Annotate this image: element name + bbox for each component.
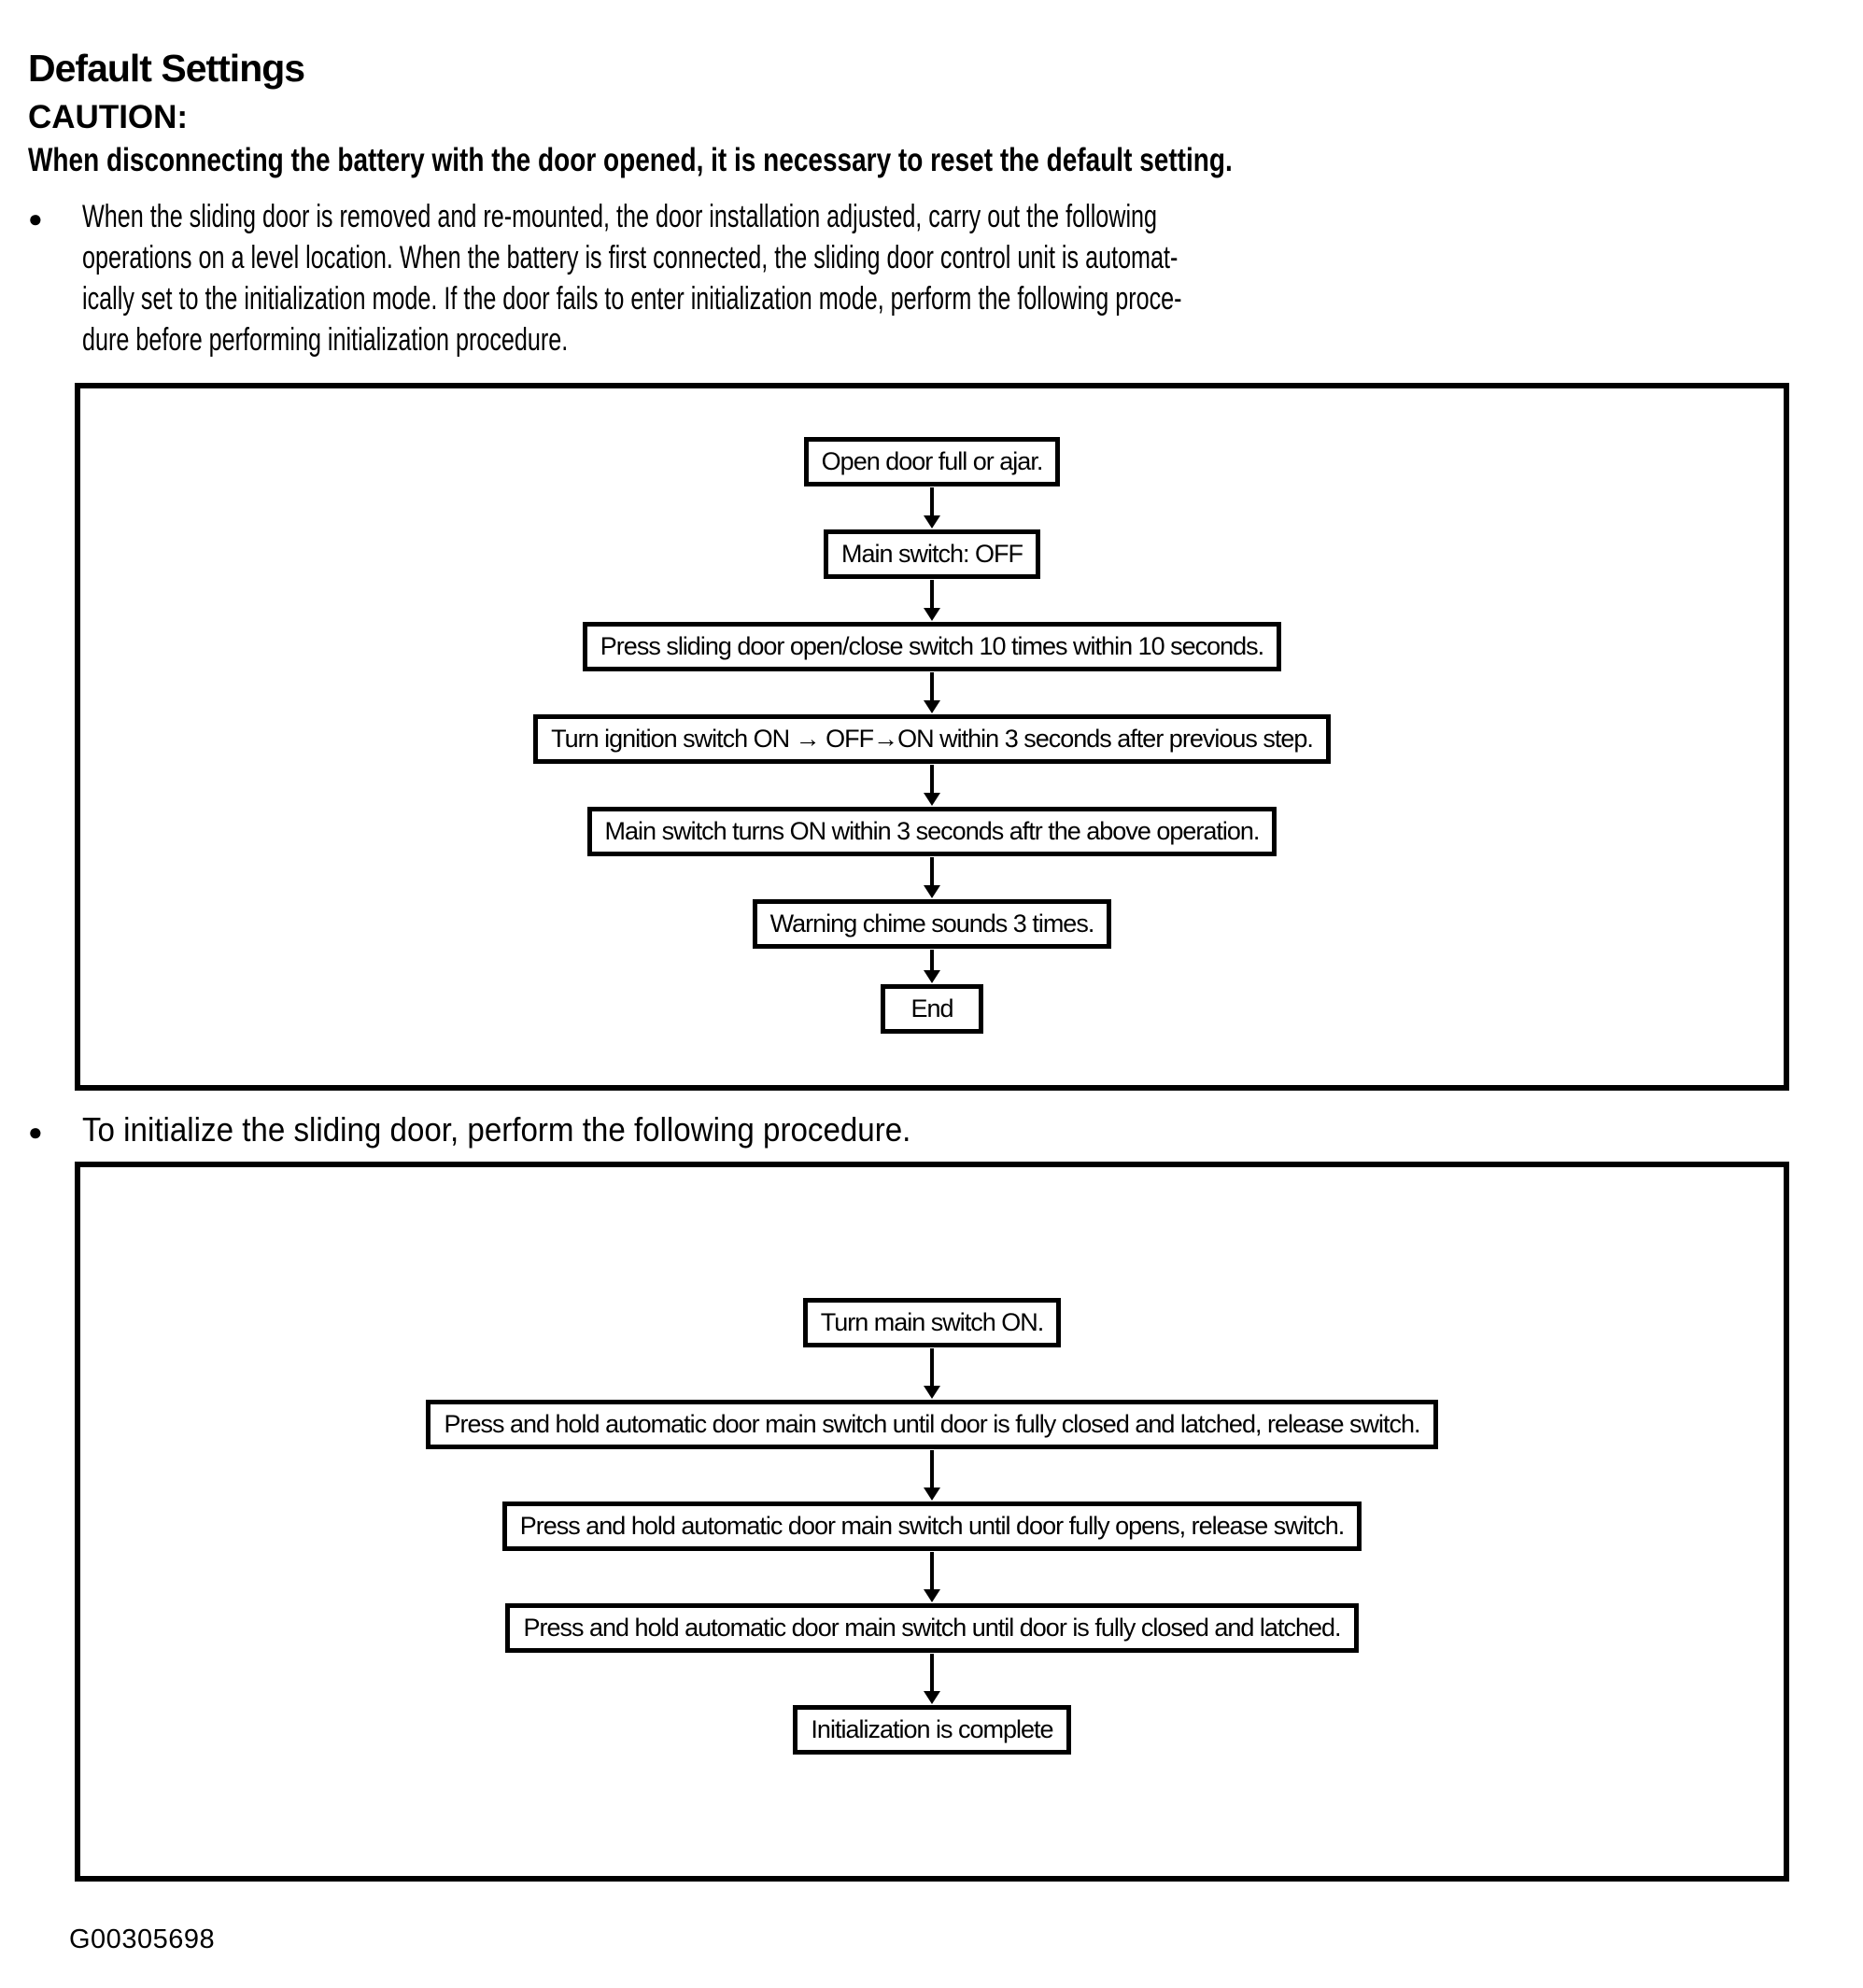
arrow-down-icon: [924, 1347, 940, 1400]
page-title: Default Settings: [28, 47, 305, 90]
flow-step-box: End: [881, 984, 983, 1034]
figure-id: G00305698: [69, 1925, 216, 1955]
flowchart-default-reset: [80, 437, 1784, 1034]
flow-step-box: Press sliding door open/close switch 10 times within 10 seconds.: [583, 622, 1281, 671]
flowchart-initialization: [80, 1298, 1784, 1755]
flow-step-box: Initialization is complete: [793, 1705, 1070, 1755]
caution-label: CAUTION:: [28, 99, 189, 136]
paragraph-line: When the sliding door is removed and re-mounted, the door installation adjusted, carry out the following: [82, 199, 1158, 235]
flow-step-box: Open door full or ajar.: [804, 437, 1061, 486]
arrow-down-icon: [924, 856, 940, 899]
flow-step-box: Press and hold automatic door main switch until door is fully closed and latched.: [505, 1603, 1358, 1653]
flowchart-frame-2: [75, 1162, 1789, 1882]
paragraph-text: To initialize the sliding door, perform the following procedure.: [82, 1110, 911, 1149]
bullet-paragraph-2: [28, 1109, 1835, 1152]
paragraph-line: operations on a level location. When the battery is first connected, the sliding door control unit is automat-: [82, 240, 1178, 276]
flow-step-box: Warning chime sounds 3 times.: [753, 899, 1112, 949]
paragraph-line: ically set to the initialization mode. If the door fails to enter initialization mode, perform the following proce-: [82, 281, 1182, 317]
flow-step-box: Turn ignition switch ON → OFF→ON within 3 seconds after previous step.: [533, 714, 1331, 764]
arrow-down-icon: [924, 949, 940, 984]
arrow-down-icon: [924, 1449, 940, 1502]
arrow-down-icon: [924, 1551, 940, 1603]
bullet-icon: ●: [28, 1118, 43, 1147]
flow-step-box: Main switch turns ON within 3 seconds aftr the above operation.: [587, 807, 1277, 856]
bullet-paragraph-1: [28, 196, 1835, 360]
flow-step-box: Press and hold automatic door main switch until door is fully closed and latched, release switch.: [426, 1400, 1437, 1449]
flow-step-box: Main switch: OFF: [824, 529, 1040, 579]
paragraph-line: dure before performing initialization procedure.: [82, 322, 569, 359]
arrow-down-icon: [924, 486, 940, 529]
arrow-down-icon: [924, 579, 940, 622]
arrow-down-icon: [924, 1653, 940, 1705]
flowchart-frame-1: [75, 383, 1789, 1091]
caution-text: When disconnecting the battery with the door opened, it is necessary to reset the default setting.: [28, 142, 1233, 179]
flow-step-box: Press and hold automatic door main switch until door fully opens, release switch.: [502, 1502, 1362, 1551]
arrow-down-icon: [924, 764, 940, 807]
paragraph-text: [82, 196, 1835, 360]
bullet-icon: ●: [28, 204, 43, 233]
flow-step-box: Turn main switch ON.: [803, 1298, 1062, 1347]
arrow-down-icon: [924, 671, 940, 714]
